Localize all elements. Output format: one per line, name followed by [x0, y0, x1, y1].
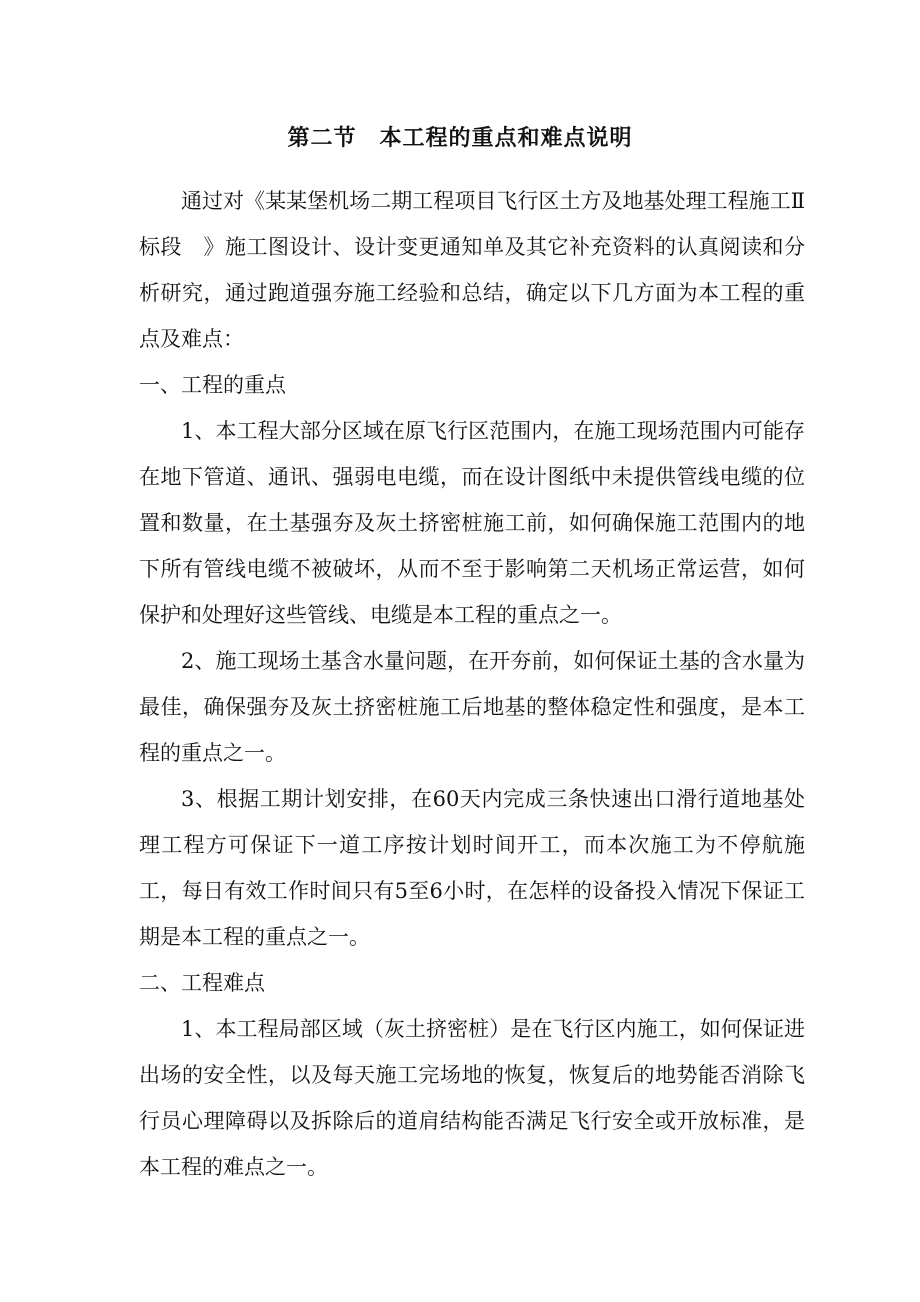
key-points-heading: 一、工程的重点 — [139, 373, 286, 397]
intro-paragraph: 通过对《某某堡机场二期工程项目飞行区土方及地基处理工程施工Ⅱ标段 》施工图设计、设计变更通知单及其它补充资料的认真阅读和分析研究，通过跑道强夯施工经验和总结，确定以下几方面为本工程的重点及难点： — [139, 189, 805, 351]
difficulty-1: 1、本工程局部区域（灰土挤密桩）是在飞行区内施工，如何保证进出场的安全性，以及每天施工完场地的恢复，恢复后的地势能否消除飞行员心理障碍以及拆除后的道肩结构能否满足飞行安全或开放标准，是本工程的难点之一。 — [139, 1017, 805, 1179]
difficulties-heading: 二、工程难点 — [139, 971, 265, 995]
key-point-3: 3、根据工期计划安排，在60天内完成三条快速出口滑行道地基处理工程方可保证下一道工序按计划时间开工，而本次施工为不停航施工，每日有效工作时间只有5至6小时，在怎样的设备投入情况下保证工期是本工程的重点之一。 — [139, 787, 805, 949]
section-title: 第二节 本工程的重点和难点说明 — [287, 125, 633, 151]
key-point-1: 1、本工程大部分区域在原飞行区范围内，在施工现场范围内可能存在地下管道、通讯、强弱电电缆，而在设计图纸中未提供管线电缆的位置和数量，在土基强夯及灰土挤密桩施工前，如何确保施工范围内的地下所有管线电缆不被破坏，从而不至于影响第二天机场正常运营，如何保护和处理好这些管线、电缆是本工程的重点之一。 — [139, 419, 805, 627]
key-point-2: 2、施工现场土基含水量问题，在开夯前，如何保证土基的含水量为最佳，确保强夯及灰土挤密桩施工后地基的整体稳定性和强度，是本工程的重点之一。 — [139, 649, 805, 765]
document-body — [139, 178, 805, 1190]
